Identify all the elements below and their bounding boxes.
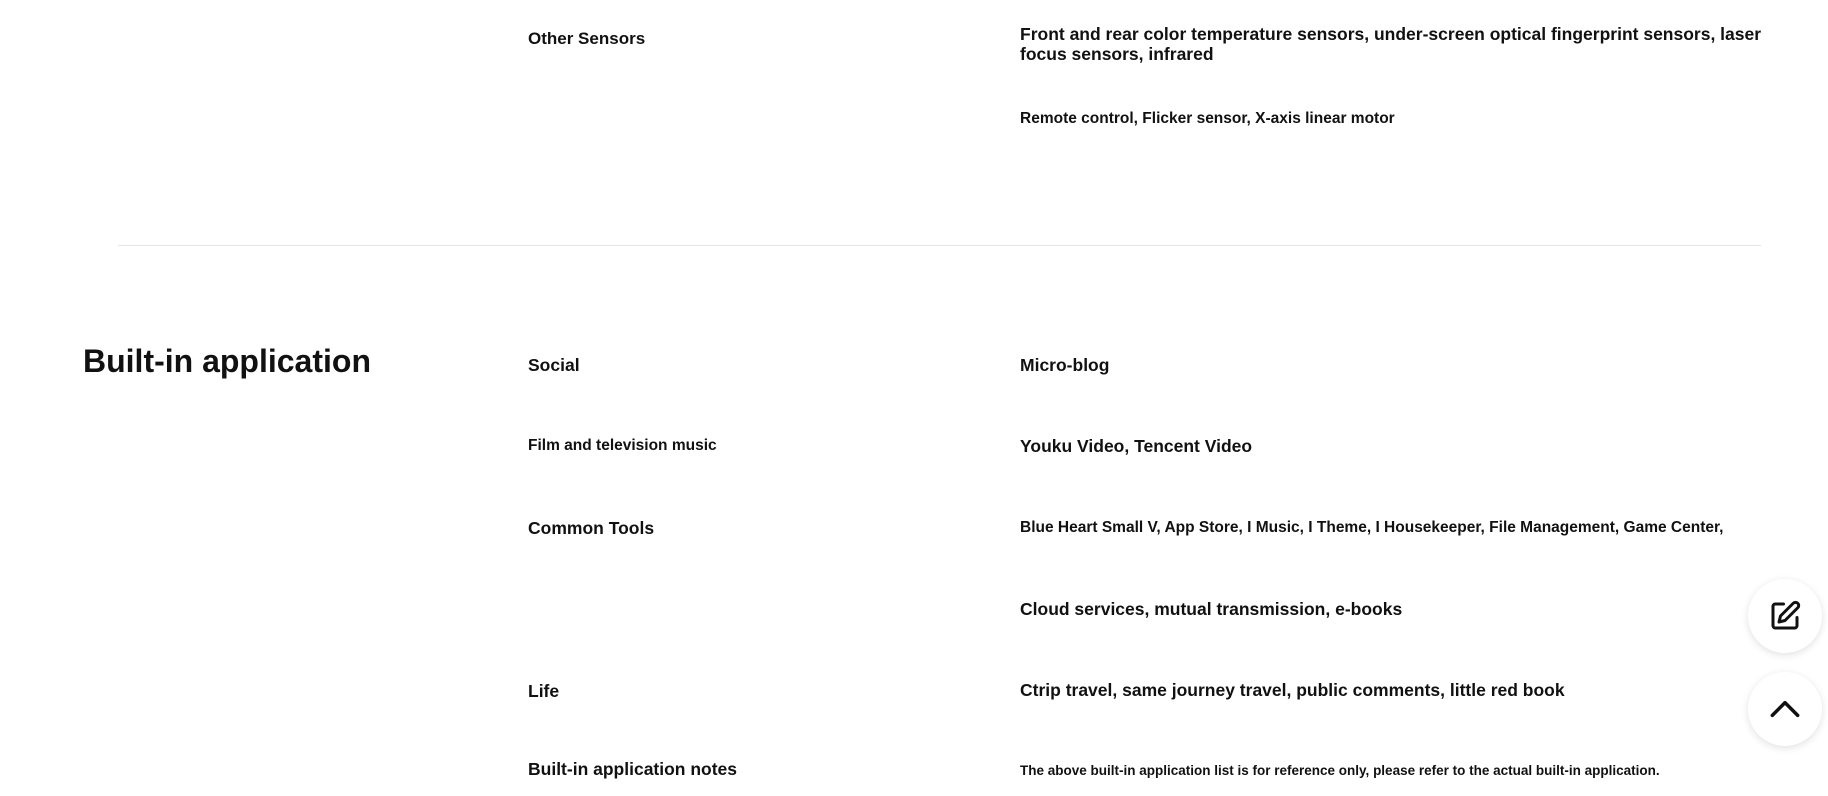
chevron-up-icon: [1766, 690, 1804, 728]
spec-value-common-tools: Blue Heart Small V, App Store, I Music, I Theme, I Housekeeper, File Management, Game Center,: [1020, 519, 1724, 536]
spec-value-other-sensors: Front and rear color temperature sensors, under-screen optical fingerprint sensors, laser focus sensors, infrared: [1020, 24, 1762, 65]
spec-label-social: Social: [528, 355, 580, 375]
spec-value-life: Ctrip travel, same journey travel, public comments, little red book: [1020, 680, 1565, 700]
spec-label-film-tv-music: Film and television music: [528, 437, 717, 454]
edit-button[interactable]: [1748, 579, 1822, 653]
back-to-top-button[interactable]: [1748, 672, 1822, 746]
spec-label-built-in-notes: Built-in application notes: [528, 759, 738, 779]
spec-value-film-tv-music: Youku Video, Tencent Video: [1020, 436, 1253, 456]
spec-value-other-sensors-extra: Remote control, Flicker sensor, X-axis linear motor: [1020, 110, 1395, 127]
spec-label-other-sensors: Other Sensors: [528, 29, 646, 48]
spec-label-common-tools: Common Tools: [528, 518, 655, 538]
spec-value-social: Micro-blog: [1020, 355, 1110, 375]
spec-value-common-tools-extra: Cloud services, mutual transmission, e-books: [1020, 599, 1403, 619]
section-title-built-in-application: Built-in application: [83, 343, 371, 379]
section-divider: [118, 245, 1761, 246]
spec-value-built-in-notes: The above built-in application list is for reference only, please refer to the actual built-in application.: [1020, 763, 1660, 778]
edit-icon: [1767, 598, 1803, 634]
spec-label-life: Life: [528, 681, 560, 701]
